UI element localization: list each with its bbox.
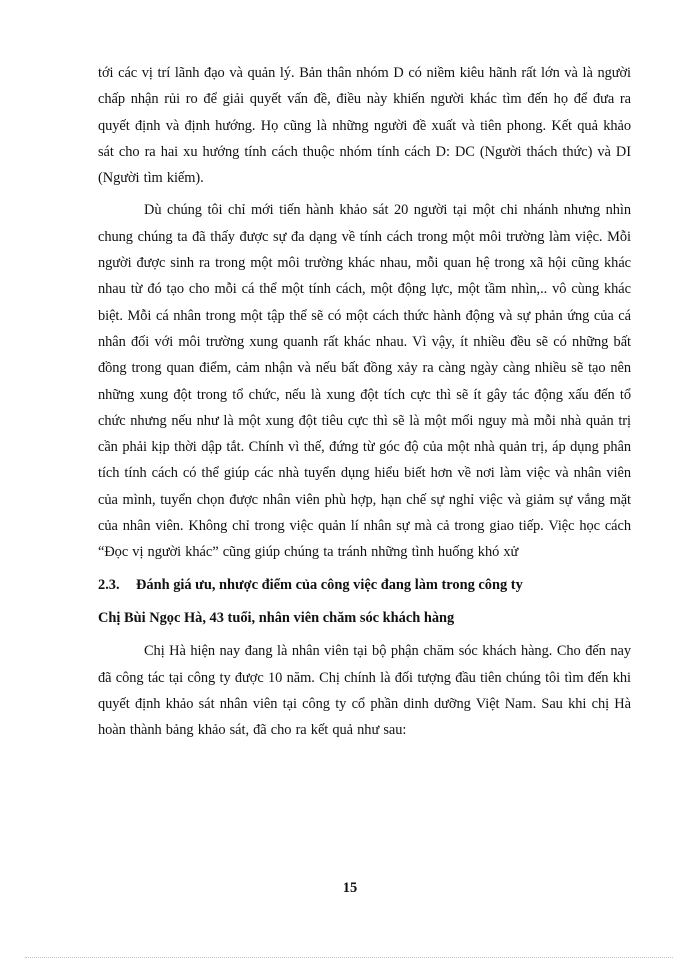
page-bottom-dotted-rule xyxy=(25,957,673,958)
paragraph-person-intro: Chị Hà hiện nay đang là nhân viên tại bộ phận chăm sóc khách hàng. Cho đến nay đã công tác tại công ty được 10 năm. Chị chính là đối tượng đầu tiên chúng tôi tìm đến khi quyết định khảo sát nhân viên tại công ty cổ phần dinh dưỡng Việt Nam. Sau khi chị Hà hoàn thành bảng khảo sát, đã cho ra kết quả như sau: xyxy=(98,643,631,739)
section-number: 2.3. xyxy=(98,576,120,593)
person-heading: Chị Bùi Ngọc Hà, 43 tuổi, nhân viên chăm sóc khách hàng xyxy=(98,609,455,626)
document-page-body xyxy=(98,60,631,743)
paragraph-survey-discussion: Dù chúng tôi chỉ mới tiến hành khảo sát 20 người tại một chi nhánh nhưng nhìn chung chúng ta đã thấy được sự đa dạng về tính cách trong một môi trường làm việc. Mỗi người được sinh ra trong một môi trường khác nhau, mỗi quan hệ trong xã hội cũng khác nhau từ đó tạo cho mỗi cá thể một tính cách, một động lực, một tầm nhìn,.. vô cùng khác biệt. Mỗi cá nhân trong một tập thể sẽ có một cách thức hành động và sự phản ứng của cá nhân đối với môi trường xung quanh rất khác nhau. Vì vậy, ít nhiều đều sẽ có những bất đồng trong quan điểm, cảm nhận và nếu bất đồng xảy ra càng ngày càng nhiều sẽ tạo nên những xung đột trong tổ chức, nếu là xung đột tích cực thì sẽ ít gây tác động xấu đến tổ chức nhưng nếu như là một xung đột tiêu cực thì sẽ là một mối nguy mà mỗi nhà quản trị cần phải kịp thời dập tắt. Chính vì thế, đứng từ góc độ của một nhà quản trị, áp dụng phân tích tính cách có thể giúp các nhà tuyển dụng hiểu biết hơn về nơi làm việc và nhân viên của mình, tuyển chọn được nhân viên phù hợp, hạn chế sự nghỉ việc và giảm sự vắng mặt của nhân viên. Không chỉ trong việc quản lí nhân sự mà cả trong giao tiếp. Việc học cách “Đọc vị người khác” cũng giúp chúng ta tránh những tình huống khó xử xyxy=(98,202,631,561)
page-number: 15 xyxy=(342,880,358,896)
section-title: Đánh giá ưu, nhược điểm của công việc đang làm trong công ty xyxy=(136,576,523,593)
section-heading xyxy=(98,572,631,598)
paragraph-continuation: tới các vị trí lãnh đạo và quản lý. Bản thân nhóm D có niềm kiêu hãnh rất lớn và là người chấp nhận rủi ro để giải quyết vấn đề, điều này khiến người khác tìm đến họ để đưa ra quyết định và định hướng. Họ cũng là những người đề xuất và tiên phong. Kết quả khảo sát cho ra hai xu hướng tính cách thuộc nhóm tính cách D: DC (Người thách thức) và DI (Người tìm kiếm). xyxy=(98,65,631,187)
